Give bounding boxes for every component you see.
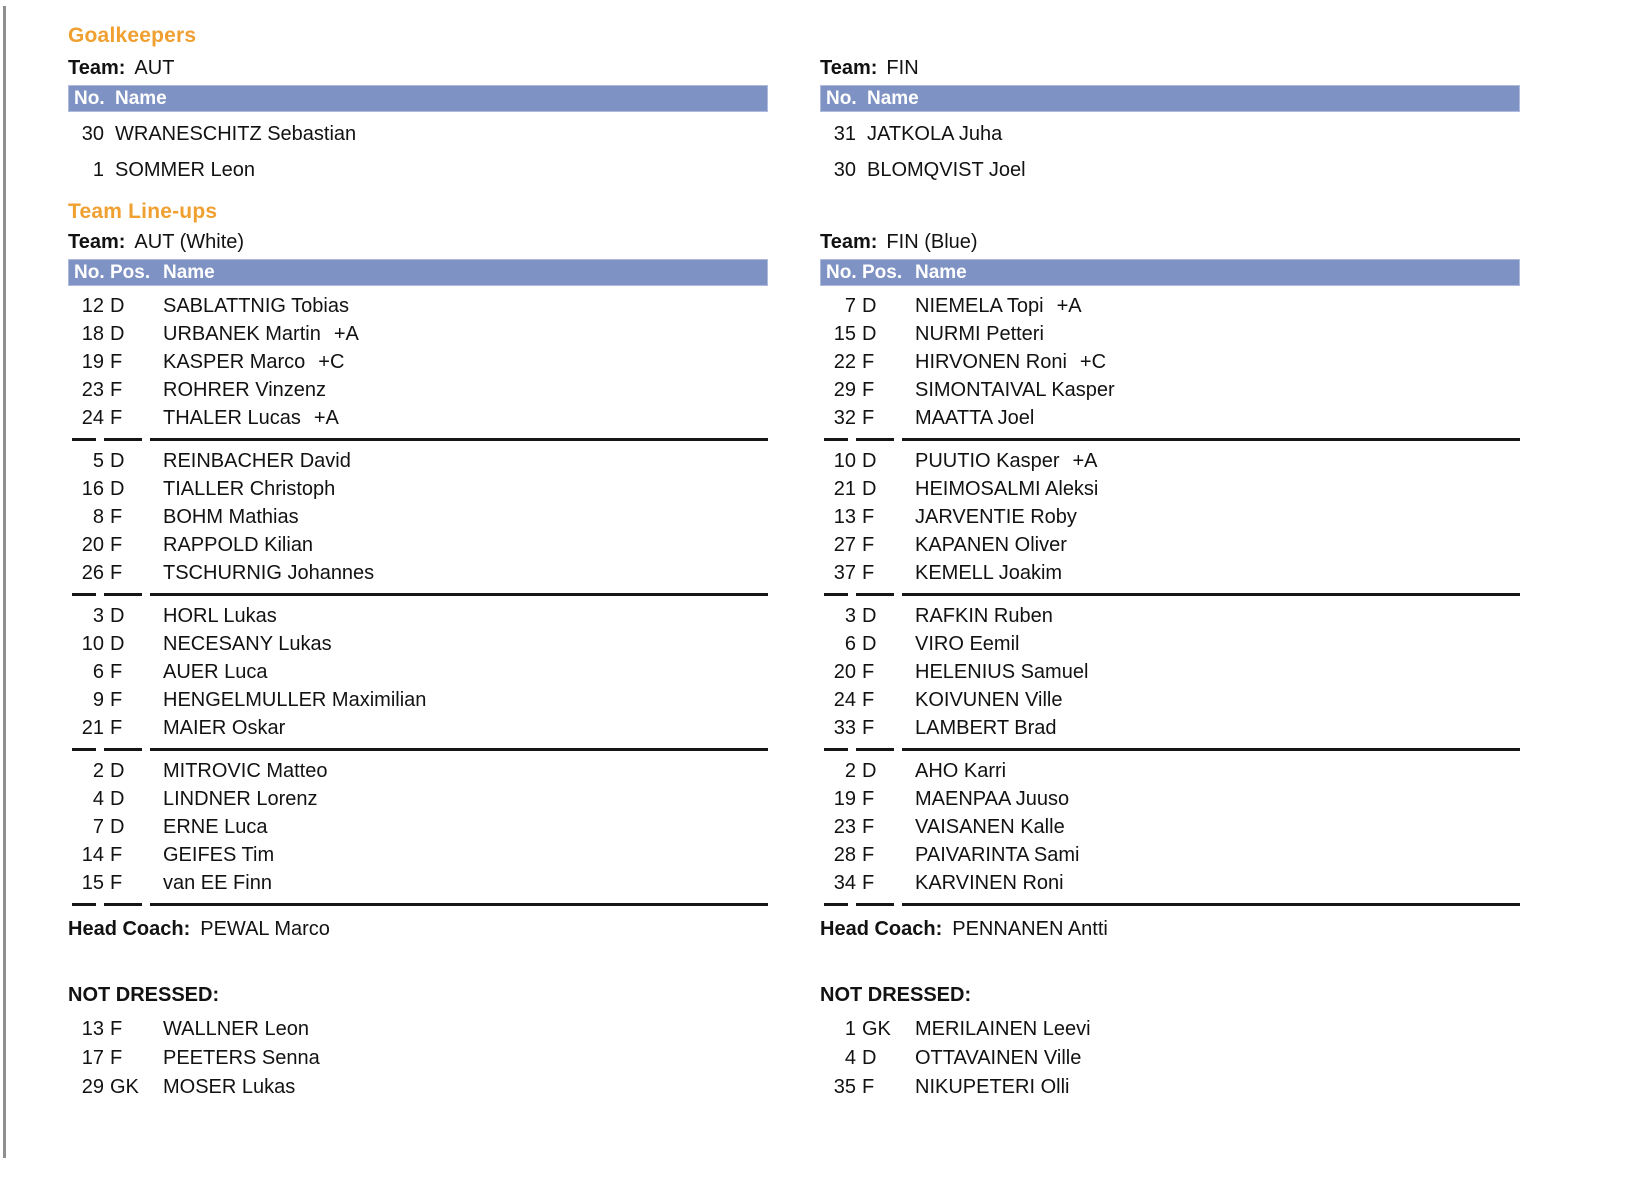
line-separator [68,432,768,447]
player-name: VIRO Eemil [915,633,1020,655]
player-position: D [110,478,125,500]
table-row [820,320,1520,348]
player-position: D [862,478,877,500]
table-row [68,602,768,630]
player-name: KOIVUNEN Ville [915,689,1063,711]
table-row [820,785,1520,813]
player-number: 37 [833,562,856,584]
player-name: MITROVIC Matteo [163,760,328,782]
player-number: 5 [92,450,104,472]
column-header-no: No. [826,87,857,109]
player-number: 28 [833,844,856,866]
player-position: F [862,407,875,429]
player-position: F [110,844,123,866]
player-name: OTTAVAINEN Ville [915,1047,1082,1069]
player-position: D [862,760,877,782]
player-number: 32 [833,407,856,429]
separator-segment [902,748,1520,751]
column-header-name: Name [163,261,215,283]
table-row [68,475,768,503]
player-name: HIRVONEN Roni [915,351,1067,373]
goalkeepers-fin-block [820,55,1520,192]
table-row [820,630,1520,658]
player-number: 13 [81,1018,104,1040]
table-row [68,686,768,714]
table-row [820,447,1520,475]
team-line [820,229,1520,259]
separator-segment [824,438,848,441]
player-number: 35 [833,1076,856,1098]
player-number: 20 [833,661,856,683]
player-position: F [862,844,875,866]
player-number: 3 [92,605,104,627]
player-name: MOSER Lukas [163,1076,296,1098]
column-header-pos: Pos. [862,261,903,283]
player-number: 26 [81,562,104,584]
player-name: NIKUPETERI Olli [915,1076,1070,1098]
table-row [820,475,1520,503]
player-number: 7 [92,816,104,838]
player-position: D [110,295,125,317]
table-row [68,658,768,686]
table-row [68,841,768,869]
player-number: 30 [833,159,856,181]
not-dressed-rows [68,1015,768,1102]
player-name: AUER Luca [163,661,268,683]
separator-segment [104,748,142,751]
player-name: PAIVARINTA Sami [915,844,1080,866]
player-name: MAENPAA Juuso [915,788,1070,810]
table-row [820,376,1520,404]
player-number: 23 [833,816,856,838]
player-number: 9 [92,689,104,711]
player-number: 31 [833,123,856,145]
table-row [68,531,768,559]
player-number: 12 [81,295,104,317]
player-name: PUUTIO Kasper [915,450,1060,472]
player-number: 6 [844,633,856,655]
player-name: JARVENTIE Roby [915,506,1077,528]
goalkeeper-rows [820,120,1520,184]
player-name: NURMI Petteri [915,323,1044,345]
table-row [820,348,1520,376]
separator-segment [150,903,768,906]
player-position: F [862,661,875,683]
table-header-bar [820,85,1520,112]
separator-segment [150,748,768,751]
captain-mark: +C [318,351,345,373]
team-name: FIN (Blue) [886,231,978,253]
player-position: D [110,816,125,838]
player-number: 14 [81,844,104,866]
line-separator [68,897,768,912]
line-separator [820,587,1520,602]
player-number: 15 [81,872,104,894]
head-coach-label: Head Coach: [820,918,943,940]
table-row [68,120,768,148]
player-name: HENGELMULLER Maximilian [163,689,427,711]
player-position: F [862,872,875,894]
player-number: 17 [81,1047,104,1069]
table-row [68,348,768,376]
player-position: D [110,788,125,810]
player-number: 23 [81,379,104,401]
player-name: KARVINEN Roni [915,872,1064,894]
head-coach-name: PEWAL Marco [200,918,330,940]
player-position: F [110,1018,123,1040]
player-number: 19 [833,788,856,810]
player-number: 22 [833,351,856,373]
player-number: 29 [833,379,856,401]
column-header-no: No. [826,261,857,283]
separator-segment [856,903,894,906]
player-name: GEIFES Tim [163,844,275,866]
separator-segment [824,593,848,596]
player-position: F [862,379,875,401]
goalkeepers-section-heading: Goalkeepers [68,24,197,47]
captain-mark: +A [313,407,339,429]
player-number: 1 [92,159,104,181]
player-number: 6 [92,661,104,683]
head-coach-name: PENNANEN Antti [952,918,1108,940]
separator-segment [104,593,142,596]
player-number: 24 [81,407,104,429]
separator-segment [72,903,96,906]
player-name: SABLATTNIG Tobias [163,295,349,317]
player-position: F [110,506,123,528]
player-name: KAPANEN Oliver [915,534,1067,556]
player-name: WRANESCHITZ Sebastian [115,123,357,145]
player-name: REINBACHER David [163,450,351,472]
player-position: D [862,633,877,655]
player-name: MERILAINEN Leevi [915,1018,1091,1040]
player-name: AHO Karri [915,760,1007,782]
not-dressed-heading: NOT DRESSED: [68,984,220,1006]
player-number: 29 [81,1076,104,1098]
team-label: Team: [820,231,878,253]
player-number: 34 [833,872,856,894]
lineup-aut-block [68,229,768,1102]
separator-segment [824,903,848,906]
player-position: F [110,717,123,739]
player-position: F [110,407,123,429]
player-name: van EE Finn [163,872,272,894]
player-number: 13 [833,506,856,528]
player-position: D [110,323,125,345]
player-position: F [862,689,875,711]
player-name: HELENIUS Samuel [915,661,1089,683]
player-name: KASPER Marco [163,351,306,373]
table-row [820,813,1520,841]
table-row [820,120,1520,148]
team-label: Team: [68,57,126,79]
head-coach-label: Head Coach: [68,918,191,940]
table-row [68,869,768,897]
player-name: JATKOLA Juha [867,123,1003,145]
table-header-bar [68,85,768,112]
player-name: LAMBERT Brad [915,717,1057,739]
separator-segment [856,593,894,596]
table-row [68,320,768,348]
table-row [820,757,1520,785]
line-separator [68,742,768,757]
player-position: F [862,788,875,810]
player-position: F [110,872,123,894]
player-name: MAATTA Joel [915,407,1035,429]
player-name: NECESANY Lukas [163,633,332,655]
player-position: D [862,1047,877,1069]
separator-segment [856,748,894,751]
player-position: F [110,661,123,683]
separator-segment [150,593,768,596]
table-row [68,404,768,432]
player-name: MAIER Oskar [163,717,286,739]
player-name: BOHM Mathias [163,506,299,528]
table-row [68,156,768,184]
separator-segment [902,903,1520,906]
player-position: F [862,562,875,584]
player-number: 20 [81,534,104,556]
team-name: FIN [886,57,919,79]
player-position: F [110,351,123,373]
player-name: URBANEK Martin [163,323,321,345]
lineup-fin-block [820,229,1520,1102]
player-position: F [862,1076,875,1098]
table-header-bar [68,259,768,286]
line-separator [68,587,768,602]
column-header-name: Name [867,87,919,109]
team-line [68,55,768,85]
player-name: ERNE Luca [163,816,268,838]
column-header-no: No. [74,261,105,283]
separator-segment [824,748,848,751]
player-name: PEETERS Senna [163,1047,320,1069]
player-position: F [862,506,875,528]
table-row [820,1073,1520,1102]
table-row [820,869,1520,897]
player-position: D [110,605,125,627]
table-row [68,292,768,320]
captain-mark: +A [333,323,359,345]
table-row [68,1044,768,1073]
separator-segment [104,903,142,906]
player-position: GK [110,1076,139,1098]
line-separator [820,432,1520,447]
column-header-name: Name [915,261,967,283]
player-position: F [110,562,123,584]
table-row [820,559,1520,587]
player-number: 2 [844,760,856,782]
player-name: RAFKIN Ruben [915,605,1053,627]
player-position: F [862,534,875,556]
table-row [820,1015,1520,1044]
goalkeepers-aut-block [68,55,768,192]
player-position: F [862,816,875,838]
table-row [820,404,1520,432]
head-coach-line [68,916,768,942]
player-number: 33 [833,717,856,739]
player-name: HORL Lukas [163,605,277,627]
player-position: F [110,534,123,556]
player-number: 3 [844,605,856,627]
table-row [820,503,1520,531]
player-position: F [110,379,123,401]
table-row [68,714,768,742]
table-row [68,559,768,587]
column-header-pos: Pos. [110,261,151,283]
table-row [820,1044,1520,1073]
player-position: F [862,351,875,373]
column-header-name: Name [115,87,167,109]
head-coach-line [820,916,1520,942]
captain-mark: +A [1056,295,1082,317]
line-separator [820,897,1520,912]
player-number: 4 [844,1047,856,1069]
separator-segment [104,438,142,441]
player-name: SOMMER Leon [115,159,256,181]
player-name: HEIMOSALMI Aleksi [915,478,1099,500]
table-row [68,503,768,531]
table-row [68,813,768,841]
player-number: 18 [81,323,104,345]
player-number: 27 [833,534,856,556]
player-position: D [862,450,877,472]
table-row [68,785,768,813]
table-row [820,602,1520,630]
player-number: 7 [844,295,856,317]
player-number: 21 [833,478,856,500]
separator-segment [72,593,96,596]
player-number: 4 [92,788,104,810]
player-position: D [862,295,877,317]
line-separator [820,742,1520,757]
separator-segment [72,748,96,751]
team-name: AUT (White) [134,231,245,253]
team-name: AUT [134,57,175,79]
table-row [820,658,1520,686]
player-position: D [110,760,125,782]
player-number: 24 [833,689,856,711]
table-row [68,630,768,658]
team-label: Team: [68,231,126,253]
player-number: 30 [81,123,104,145]
table-row [820,714,1520,742]
lineups-section-heading: Team Line-ups [68,200,218,223]
player-name: LINDNER Lorenz [163,788,318,810]
player-number: 1 [844,1018,856,1040]
table-row [820,156,1520,184]
player-position: D [110,450,125,472]
table-row [68,1073,768,1102]
table-row [820,292,1520,320]
player-position: F [862,717,875,739]
player-position: F [110,689,123,711]
table-row [68,757,768,785]
table-row [820,841,1520,869]
player-position: F [110,1047,123,1069]
separator-segment [72,438,96,441]
team-line [68,229,768,259]
lineup-groups [68,292,768,912]
player-number: 19 [81,351,104,373]
column-header-no: No. [74,87,105,109]
table-header-bar [820,259,1520,286]
captain-mark: +C [1079,351,1107,373]
separator-segment [902,438,1520,441]
player-number: 16 [81,478,104,500]
table-row [68,447,768,475]
player-name: WALLNER Leon [163,1018,309,1040]
player-position: D [862,605,877,627]
player-number: 21 [81,717,104,739]
separator-segment [902,593,1520,596]
player-position: GK [862,1018,891,1040]
not-dressed-rows [820,1015,1520,1102]
player-name: NIEMELA Topi [915,295,1044,317]
player-number: 8 [92,506,104,528]
table-row [68,376,768,404]
separator-segment [150,438,768,441]
page-left-rule [3,6,6,1158]
player-name: SIMONTAIVAL Kasper [915,379,1115,401]
player-name: RAPPOLD Kilian [163,534,314,556]
goalkeeper-rows [68,120,768,184]
player-position: D [110,633,125,655]
team-label: Team: [820,57,878,79]
player-name: THALER Lucas [163,407,301,429]
player-name: TSCHURNIG Johannes [163,562,375,584]
player-number: 15 [833,323,856,345]
table-row [68,1015,768,1044]
player-name: BLOMQVIST Joel [867,159,1026,181]
player-name: VAISANEN Kalle [915,816,1065,838]
table-row [820,686,1520,714]
player-name: KEMELL Joakim [915,562,1063,584]
player-name: TIALLER Christoph [163,478,336,500]
player-number: 10 [833,450,856,472]
player-number: 2 [92,760,104,782]
captain-mark: +A [1072,450,1098,472]
player-number: 10 [81,633,104,655]
player-position: D [862,323,877,345]
lineup-groups [820,292,1520,912]
separator-segment [856,438,894,441]
team-line [820,55,1520,85]
player-name: ROHRER Vinzenz [163,379,327,401]
table-row [820,531,1520,559]
not-dressed-heading: NOT DRESSED: [820,984,972,1006]
